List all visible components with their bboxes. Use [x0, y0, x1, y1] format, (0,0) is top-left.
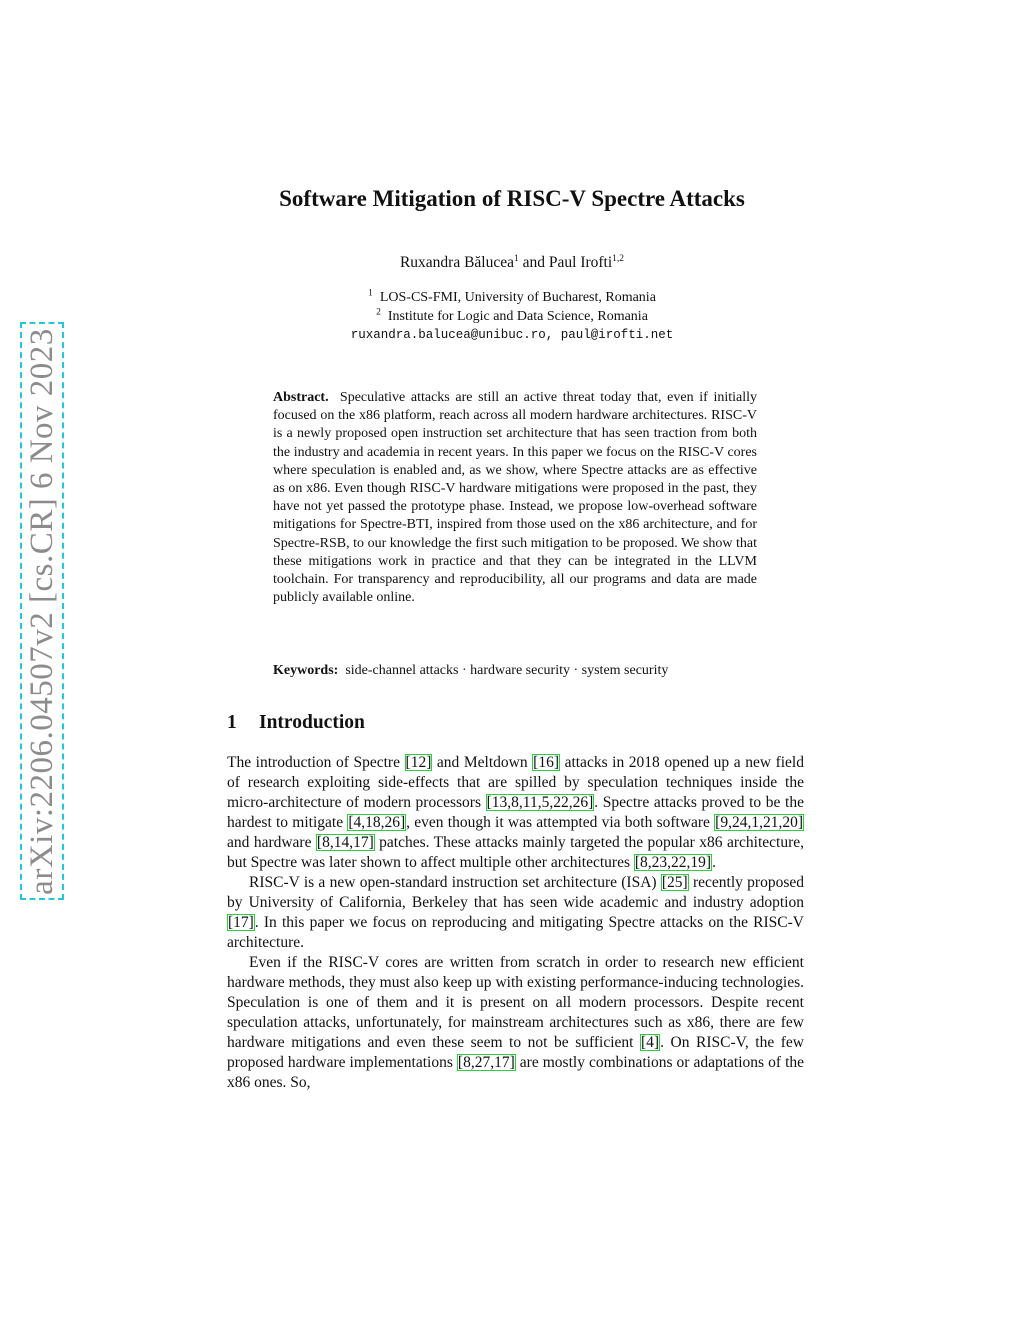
- affiliations-block: [0, 289, 1024, 345]
- affiliation-2-mark: 2: [376, 306, 381, 317]
- citation-link[interactable]: [16]: [533, 754, 559, 771]
- section-title-text: Introduction: [259, 712, 365, 733]
- text-run: and hardware: [227, 834, 316, 851]
- intro-paragraph-3: [227, 953, 804, 1093]
- author-1-name: Ruxandra Bălucea: [399, 254, 514, 271]
- author-conjunction: and: [522, 254, 546, 271]
- citation-link[interactable]: [8,27,17]: [457, 1054, 515, 1071]
- affiliation-2-text: Institute for Logic and Data Science, Romania: [387, 308, 648, 324]
- citation-link[interactable]: [25]: [661, 874, 688, 891]
- arxiv-side-stamp: [20, 322, 64, 900]
- keywords: [273, 663, 773, 679]
- affiliation-1-mark: 1: [368, 288, 373, 299]
- affiliation-2: [0, 308, 1024, 327]
- author-2-affil-mark: 1,2: [612, 253, 625, 264]
- section-heading: [227, 712, 365, 734]
- citation-link[interactable]: [12]: [405, 754, 432, 771]
- keywords-text: side-channel attacks · hardware security · system security: [345, 663, 669, 678]
- introduction-body: [227, 753, 804, 1093]
- text-run: . On RISC-V, the few proposed hardware implementations: [227, 1034, 804, 1071]
- arxiv-identifier: arXiv:2206.04507v2 [cs.CR] 6 Nov 2023: [23, 327, 60, 895]
- author-emails: ruxandra.balucea@unibuc.ro, paul@irofti.net: [350, 328, 674, 342]
- author-line: [0, 254, 1024, 272]
- text-run: Even if the RISC-V cores are written from scratch in order to research new efficient hardware methods, they must also keep up with existing performance-inducing technologies. Speculation is one of them and it is present on all modern processors. Despite recent speculation attacks, unfortunately, for mainstream architectures such as x86, there are few hardware mitigations and even these seem to not be sufficient: [227, 954, 804, 1051]
- author-1-affil-mark: 1: [514, 253, 519, 264]
- text-run: The introduction of Spectre: [227, 754, 405, 771]
- abstract-label: Abstract.: [273, 390, 329, 405]
- affiliation-1: [0, 289, 1024, 308]
- author-2-name: Paul Irofti: [548, 254, 613, 271]
- abstract: [273, 389, 757, 607]
- section-number: 1: [227, 712, 237, 733]
- text-run: . In this paper we focus on reproducing and mitigating Spectre attacks on the RISC-V architecture.: [227, 914, 804, 951]
- citation-link[interactable]: [8,14,17]: [316, 834, 374, 851]
- paper-title: Software Mitigation of RISC-V Spectre Attacks: [279, 186, 745, 211]
- intro-paragraph-1: [227, 753, 804, 873]
- citation-link[interactable]: [13,8,11,5,22,26]: [486, 794, 594, 811]
- text-run: are mostly combinations or adaptations of the x86 ones. So,: [227, 1054, 805, 1091]
- citation-link[interactable]: [9,24,1,21,20]: [715, 814, 803, 831]
- text-run: .: [712, 854, 716, 871]
- citation-link[interactable]: [4,18,26]: [348, 814, 406, 831]
- abstract-text: Speculative attacks are still an active threat today that, even if initially focused on the x86 platform, reach across all modern hardware architectures. RISC-V is a newly proposed open instruction set architecture that has seen traction from both the industry and academia in recent years. In this paper we focus on the RISC-V cores where speculation is enabled and, as we show, where Spectre attacks are as effective as on x86. Even though RISC-V hardware mitigations were proposed in the past, they have not yet passed the prototype phase. Instead, we propose low-overhead software mitigations for Spectre-BTI, inspired from those used on the x86 architecture, and for Spectre-RSB, to our knowledge the first such mitigation to be proposed. We show that these mitigations work in practice and that they can be integrated in the LLVM toolchain. For transparency and reproducibility, all our programs and data are made publicly available online.: [273, 390, 757, 606]
- text-run: recently proposed by University of California, Berkeley that has seen wide academic and industry adoption: [227, 874, 804, 911]
- text-run: . Spectre attacks proved to be the hardest to mitigate: [227, 794, 804, 831]
- text-run: RISC-V is a new open-standard instruction set architecture (ISA): [249, 874, 661, 891]
- text-run: patches. These attacks mainly targeted the popular x86 architecture, but Spectre was later shown to affect multiple other architectures: [227, 834, 804, 871]
- intro-paragraph-2: [227, 873, 804, 953]
- text-run: attacks in 2018 opened up a new field of research exploiting side-effects that are spilled by speculation techniques inside the micro-architecture of modern processors: [227, 754, 804, 811]
- affiliation-1-text: LOS-CS-FMI, University of Bucharest, Romania: [379, 290, 656, 305]
- citation-link[interactable]: [8,23,22,19]: [634, 854, 712, 871]
- text-run: , even though it was attempted via both software: [406, 814, 715, 831]
- citation-link[interactable]: [4]: [641, 1034, 660, 1051]
- citation-link[interactable]: [17]: [228, 914, 254, 931]
- text-run: and Meltdown: [432, 754, 533, 771]
- keywords-label: Keywords:: [273, 663, 339, 678]
